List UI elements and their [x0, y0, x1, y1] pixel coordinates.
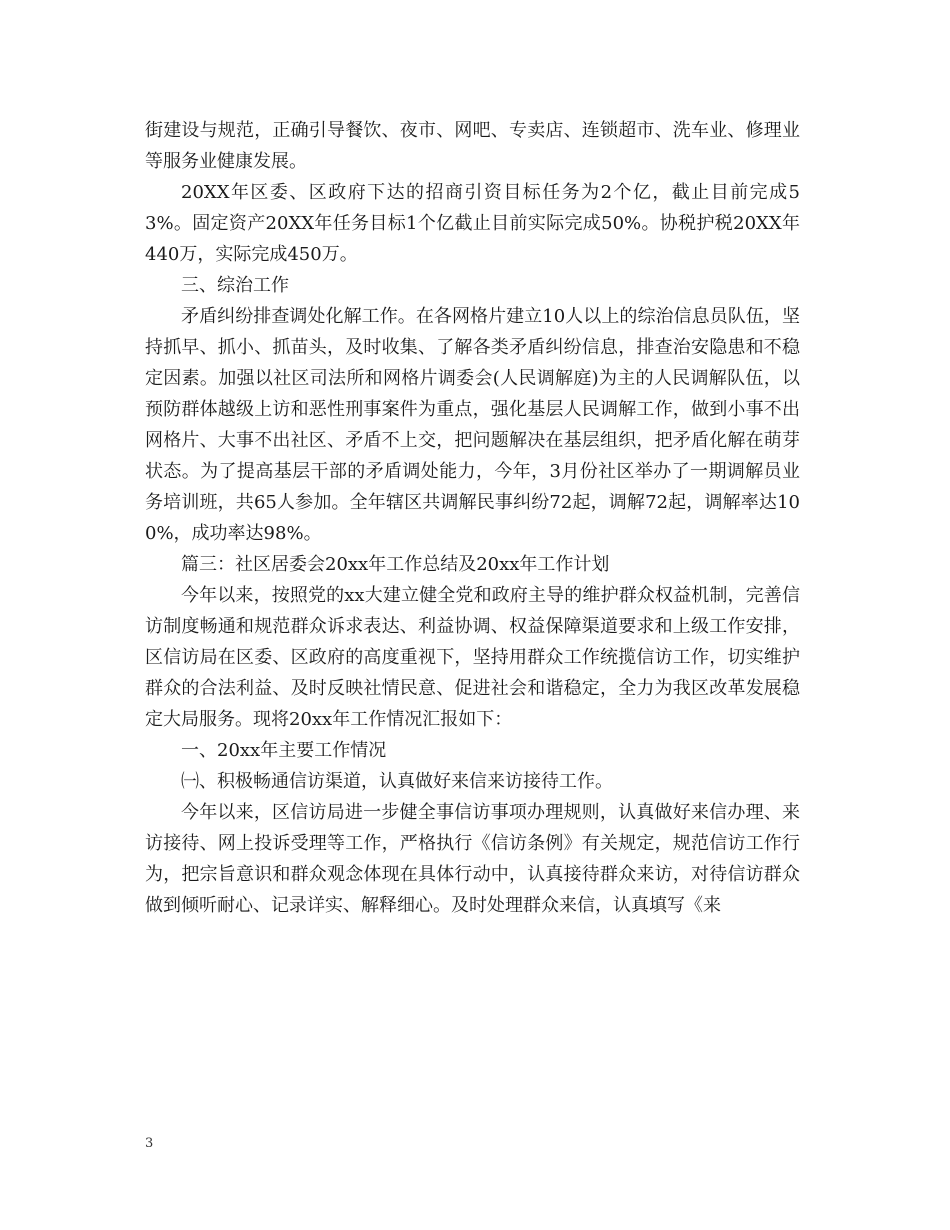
paragraph-petition-handling: 今年以来，区信访局进一步健全事信访事项办理规则，认真做好来信办理、来访接待、网上投诉受理等工作，严格执行《信访条例》有关规定，规范信访工作行为，把宗旨意识和群众观念体现在具体行动中，认真接待群众来访，对待信访群众做到倾听耐心、记录详实、解释细心。及时处理群众来信，认真填写《来	[145, 802, 800, 916]
heading-petition-channels: ㈠、积极畅通信访渠道，认真做好来信来访接待工作。	[181, 771, 613, 792]
heading-part-three: 篇三：社区居委会20xx年工作总结及20xx年工作计划	[181, 554, 610, 575]
document-body	[145, 115, 800, 921]
paragraph-services-development: 街建设与规范，正确引导餐饮、夜市、网吧、专卖店、连锁超市、洗车业、修理业等服务业健康发展。	[145, 120, 800, 172]
paragraph-dispute-mediation: 矛盾纠纷排查调处化解工作。在各网格片建立10人以上的综治信息员队伍，坚持抓早、抓小、抓苗头，及时收集、了解各类矛盾纠纷信息，排查治安隐患和不稳定因素。加强以社区司法所和网格片调委会(人民调解庭)为主的人民调解队伍，以预防群体越级上访和恶性刑事案件为重点，强化基层人民调解工作，做到小事不出网格片、大事不出社区、矛盾不上交，把问题解决在基层组织，把矛盾化解在萌芽状态。为了提高基层干部的矛盾调处能力，今年，3月份社区举办了一期调解员业务培训班，共65人参加。全年辖区共调解民事纠纷72起，调解72起，调解率达100%，成功率达98%。	[145, 306, 800, 544]
paragraph-petition-overview: 今年以来，按照党的xx大建立健全党和政府主导的维护群众权益机制，完善信访制度畅通和规范群众诉求表达、利益协调、权益保障渠道要求和上级工作安排，区信访局在区委、区政府的高度重视下，坚持用群众工作统揽信访工作，切实维护群众的合法利益、及时反映社情民意、促进社会和谐稳定，全力为我区改革发展稳定大局服务。现将20xx年工作情况汇报如下：	[145, 585, 800, 730]
paragraph-investment-targets: 20XX年区委、区政府下达的招商引资目标任务为2个亿，截止目前完成53%。固定资产20XX年任务目标1个亿截止目前实际完成50%。协税护税20XX年440万，实际完成450万。	[145, 182, 800, 265]
heading-comprehensive-governance: 三、综治工作	[181, 275, 289, 296]
heading-main-work: 一、20xx年主要工作情况	[181, 740, 387, 761]
page-number: 3	[145, 1136, 154, 1151]
